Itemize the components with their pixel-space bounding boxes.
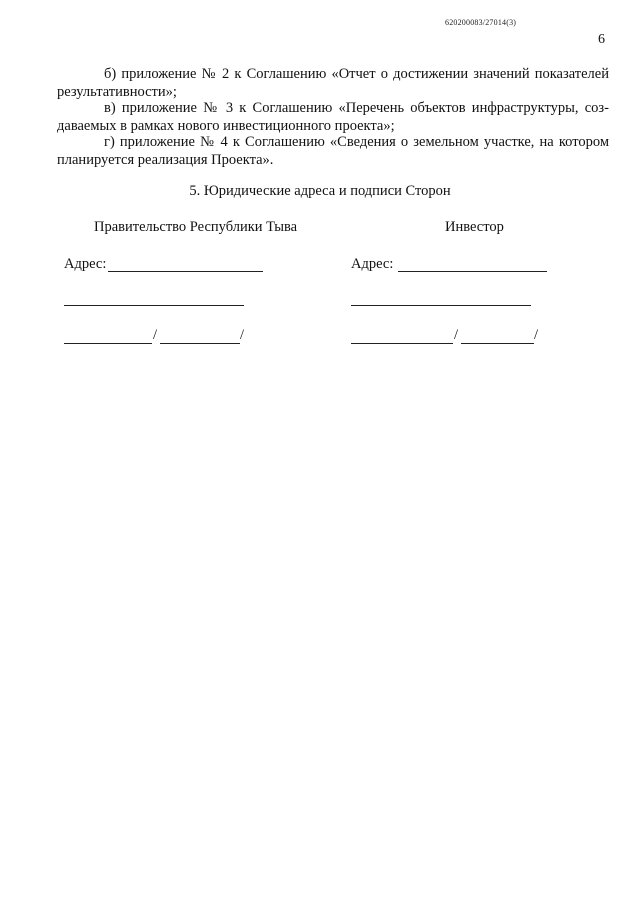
investor-address-line-2 [351, 305, 531, 306]
party-investor-name: Инвестор [445, 219, 504, 235]
investor-name-end-separator: / [534, 327, 539, 343]
appendix-item-b-line1: б) приложение № 2 к Соглашению «Отчет о достижении значений показателей [104, 66, 609, 82]
appendix-item-b [57, 65, 609, 101]
appendix-item-v-line2: даваемых в рамках нового инвестиционного проекта»; [57, 118, 395, 134]
section-title: 5. Юридические адреса и подписи Сторон [189, 183, 451, 199]
government-signature-separator: / [153, 327, 158, 343]
appendix-item-b-line2: результативности»; [57, 84, 177, 100]
government-address-line-2 [64, 305, 244, 306]
appendix-item-v-line1: в) приложение № 3 к Соглашению «Перечень объектов инфраструктуры, соз- [104, 100, 609, 116]
government-address-label: Адрес: [64, 256, 107, 272]
party-government-name: Правительство Республики Тыва [94, 219, 298, 235]
page-number: 6 [598, 32, 605, 47]
investor-signature-separator: / [454, 327, 459, 343]
appendix-item-v [57, 99, 609, 135]
government-signature-line [64, 343, 152, 344]
investor-name-line [461, 343, 534, 344]
investor-signature-line [351, 343, 453, 344]
appendix-item-g-line2: планируется реализация Проекта». [57, 152, 274, 168]
investor-address-line [398, 271, 547, 272]
appendix-item-g-line1: г) приложение № 4 к Соглашению «Сведения о земельном участке, на котором [104, 134, 609, 150]
government-name-end-separator: / [240, 327, 245, 343]
government-address-line [108, 271, 263, 272]
investor-address-label: Адрес: [351, 256, 394, 272]
document-id: 620200083/27014(3) [445, 18, 517, 27]
appendix-item-g [57, 133, 609, 169]
government-name-line [160, 343, 240, 344]
